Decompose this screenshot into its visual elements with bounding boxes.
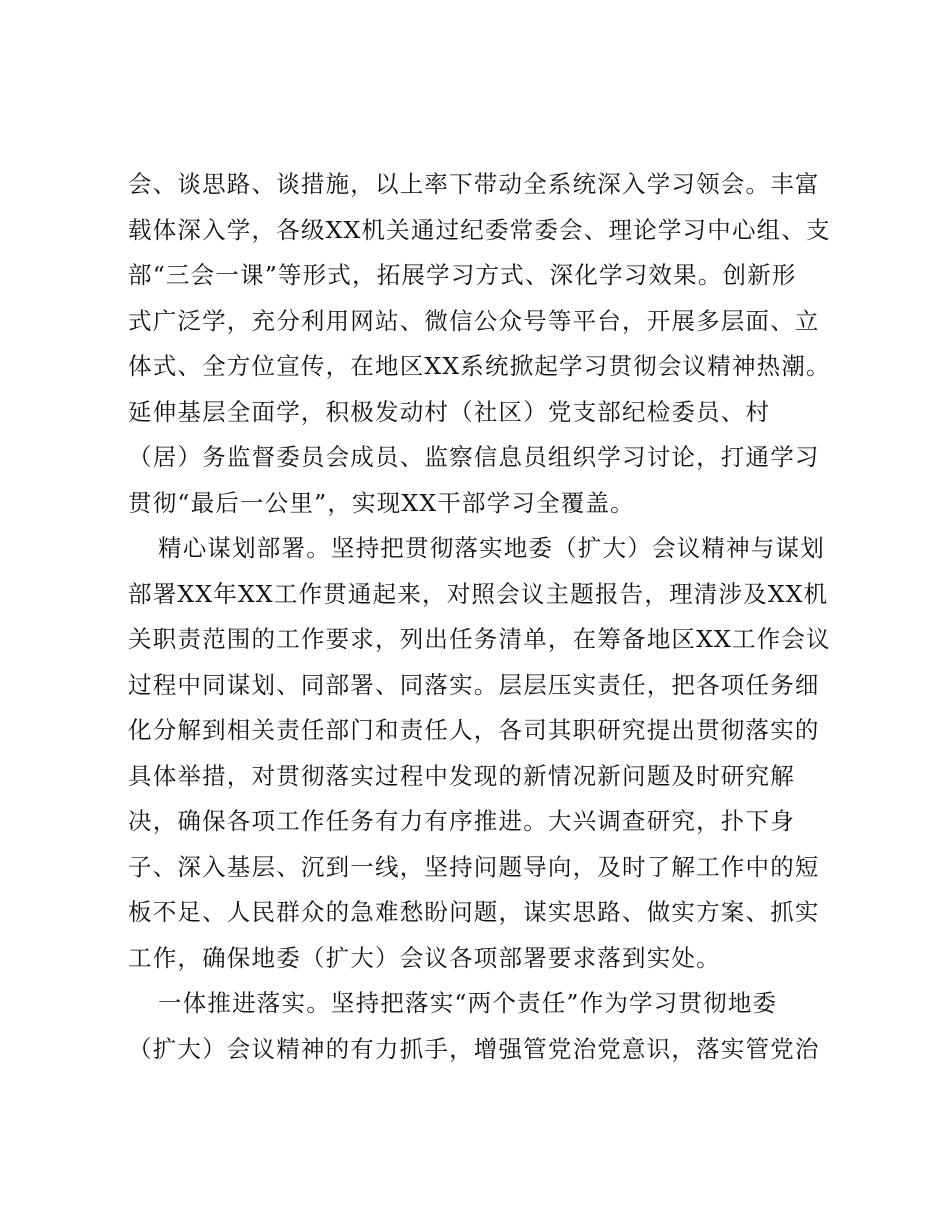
- text-line: 具体举措，对贯彻落实过程中发现的新情况新问题及时研究解: [128, 761, 795, 790]
- text-line: 决，确保各项工作任务有力有序推进。大兴调查研究，扑下身: [128, 807, 795, 835]
- text-line: 过程中同谋划、同部署、同落实。层层压实责任，把各项任务细: [128, 670, 820, 699]
- text-line: 部署XX年XX工作贯通起来，对照会议主题报告，理清涉及XX机: [128, 579, 829, 608]
- text-line: 贯彻“最后一公里”，实现XX干部学习全覆盖。: [128, 488, 635, 517]
- text-line: （扩大）会议精神的有力抓手，增强管党治党意识，落实管党治: [128, 1034, 820, 1063]
- text-line: （居）务监督委员会成员、监察信息员组织学习讨论，打通学习: [128, 443, 820, 471]
- text-line: 板不足、人民群众的急难愁盼问题，谋实思路、做实方案、抓实: [128, 898, 820, 926]
- text-line: 式广泛学，充分利用网站、微信公众号等平台，开展多层面、立: [128, 306, 820, 335]
- paragraph-heading-line: 一体推进落实。坚持把落实“两个责任”作为学习贯彻地委: [158, 989, 778, 1017]
- text-line: 载体深入学，各级XX机关通过纪委常委会、理论学习中心组、支: [128, 215, 831, 244]
- text-line: 工作，确保地委（扩大）会议各项部署要求落到实处。: [128, 943, 721, 972]
- text-line: 化分解到相关责任部门和责任人，各司其职研究提出贯彻落实的: [128, 716, 820, 744]
- text-line: 延伸基层全面学，积极发动村（社区）党支部纪检委员、村: [128, 397, 771, 426]
- text-line: 体式、全方位宣传，在地区XX系统掀起学习贯彻会议精神热潮。: [128, 352, 831, 380]
- text-line: 关职责范围的工作要求，列出任务清单，在筹备地区XX工作会议: [128, 625, 831, 653]
- text-line: 子、深入基层、沉到一线，坚持问题导向，及时了解工作中的短: [128, 852, 820, 881]
- text-line: 会、谈思路、谈措施，以上率下带动全系统深入学习领会。丰富: [128, 170, 820, 198]
- paragraph-heading-line: 精心谋划部署。坚持把贯彻落实地委（扩大）会议精神与谋划: [158, 534, 825, 562]
- text-line: 部“三会一课”等形式，拓展学习方式、深化学习效果。创新形: [128, 261, 797, 289]
